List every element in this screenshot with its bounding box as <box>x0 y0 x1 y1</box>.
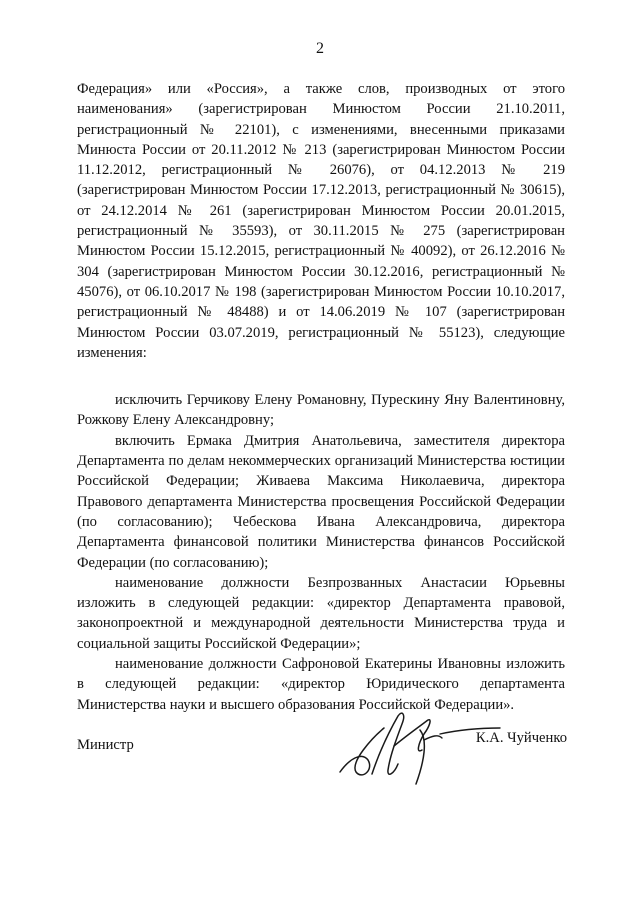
change-item-exclude: исключить Герчикову Елену Романовну, Пурескину Яну Валентиновну, Рожкову Елену Александровну; <box>77 392 565 429</box>
intro-paragraph: Федерация» или «Россия», а также слов, производных от этого наименования» (зарегистрирован Минюстом России 21.10.2011, регистрационный № 22101), с изменениями, внесенными приказами Минюста России от 20.11.2012 № 213 (зарегистрирован Минюстом России 11.12.2012, регистрационный № 26076), от 04.12.2013 № 219 (зарегистрирован Минюстом России 17.12.2013, регистрационный № 30615), от 24.12.2014 № 261 (зарегистрирован Минюстом России 20.01.2015, регистрационный № 35593), от 30.11.2015 № 275 (зарегистрирован Минюстом России 15.12.2015, регистрационный № 40092), от 26.12.2016 № 304 (зарегистрирован Минюстом России 30.12.2016, регистрационный № 45076), от 06.10.2017 № 198 (зарегистрирован Минюстом России 10.10.2017, регистрационный № 48488) и от 14.06.2019 № 107 (зарегистрирован Минюстом России 03.07.2019, регистрационный № 55123), следующие изменения: <box>77 81 565 361</box>
signature-block <box>77 730 567 790</box>
paragraph-gap <box>77 363 565 390</box>
change-item-position-safronova: наименование должности Сафроновой Екатерины Ивановны изложить в следующей редакции: «директор Юридического департамента Министерства науки и высшего образования Российской Федерации». <box>77 656 565 713</box>
signatory-title: Министр <box>77 737 134 753</box>
page-number: 2 <box>316 40 324 57</box>
change-item-position-bezprozvannykh: наименование должности Безпрозванных Анастасии Юрьевны изложить в следующей редакции: «директор Департамента правовой, законопроектной и международной деятельности Министерства труда и социальной защиты Российской Федерации»; <box>77 574 565 652</box>
document-body <box>77 79 565 715</box>
change-item-include: включить Ермака Дмитрия Анатольевича, заместителя директора Департамента по делам некоммерческих организаций Министерства юстиции Российской Федерации; Живаева Максима Николаевича, директора Правового департамента Министерства просвещения Российской Федерации (по согласованию); Чебескова Ивана Александровича, директора Департамента финансовой политики Министерства финансов Российской Федерации (по согласованию); <box>77 432 565 571</box>
signatory-name: К.А. Чуйченко <box>475 730 567 746</box>
